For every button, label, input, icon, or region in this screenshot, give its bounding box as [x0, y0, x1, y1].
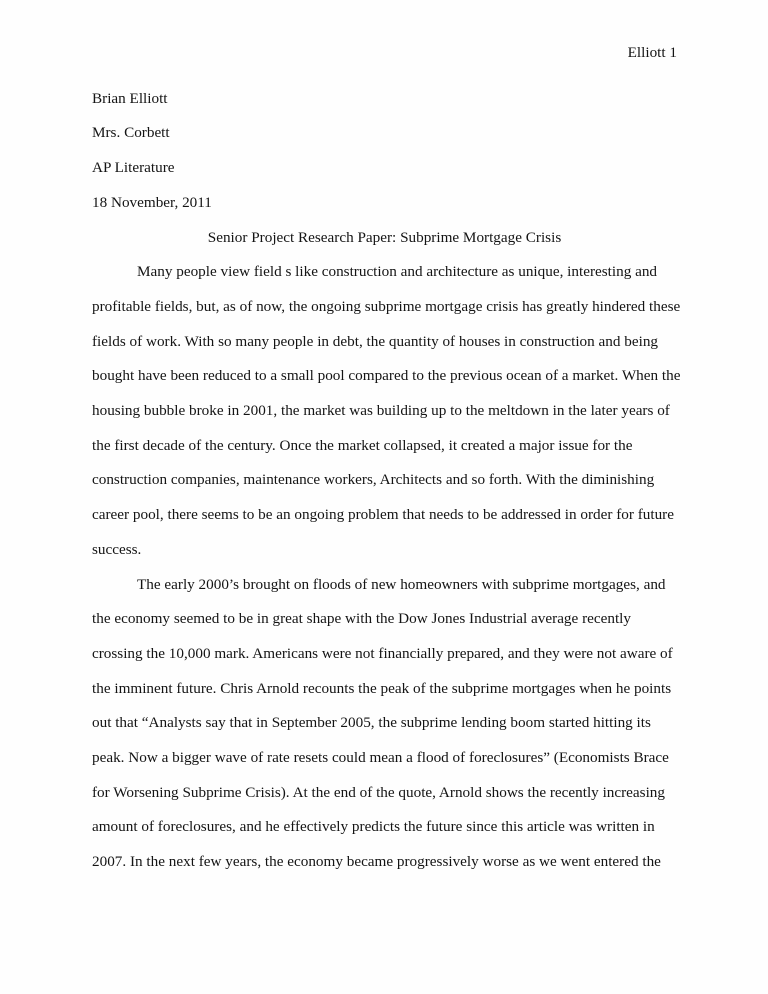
text-line: profitable fields, but, as of now, the ongoing subprime mortgage crisis has greatly hindered these — [92, 297, 681, 315]
text-line: crossing the 10,000 mark. Americans were not financially prepared, and they were not aware of — [92, 644, 673, 662]
text-line: the imminent future. Chris Arnold recounts the peak of the subprime mortgages when he points — [92, 679, 672, 697]
paragraph-2 — [92, 568, 677, 880]
text-line: The early 2000’s brought on floods of new homeowners with subprime mortgages, and — [137, 575, 666, 593]
text-line: out that “Analysts say that in September 2005, the subprime lending boom started hitting its — [92, 714, 651, 732]
running-head — [92, 36, 677, 71]
page-number-header: Elliott 1 — [627, 44, 677, 61]
text-line: Many people view field s like construction and architecture as unique, interesting and — [137, 263, 658, 281]
instructor-name: Mrs. Corbett — [92, 124, 170, 142]
course-name: AP Literature — [92, 159, 175, 177]
text-line: career pool, there seems to be an ongoing problem that needs to be addressed in order for future — [92, 506, 674, 524]
text-line: bought have been reduced to a small pool compared to the previous ocean of a market. When the — [92, 367, 681, 385]
text-line: for Worsening Subprime Crisis). At the end of the quote, Arnold shows the recently increasing — [92, 783, 665, 801]
text-line: the economy seemed to be in great shape with the Dow Jones Industrial average recently — [92, 610, 631, 628]
essay-title: Senior Project Research Paper: Subprime Mortgage Crisis — [207, 228, 562, 246]
paragraph-1 — [92, 255, 681, 567]
text-line: the first decade of the century. Once the market collapsed, it created a major issue for the — [92, 436, 633, 454]
text-line: success. — [92, 540, 142, 558]
text-line: fields of work. With so many people in debt, the quantity of houses in construction and being — [92, 332, 659, 350]
text-line: construction companies, maintenance workers, Architects and so forth. With the diminishing — [92, 471, 655, 489]
author-name: Brian Elliott — [92, 89, 168, 107]
date-line: 18 November, 2011 — [92, 193, 212, 211]
text-line: amount of foreclosures, and he effectively predicts the future since this article was written in — [92, 818, 655, 836]
text-line: housing bubble broke in 2001, the market was building up to the meltdown in the later years of — [92, 402, 670, 420]
mla-heading-block — [92, 82, 677, 221]
text-line: peak. Now a bigger wave of rate resets could mean a flood of foreclosures” (Economists Brace — [92, 749, 669, 767]
text-line: 2007. In the next few years, the economy became progressively worse as we went entered the — [92, 853, 661, 871]
